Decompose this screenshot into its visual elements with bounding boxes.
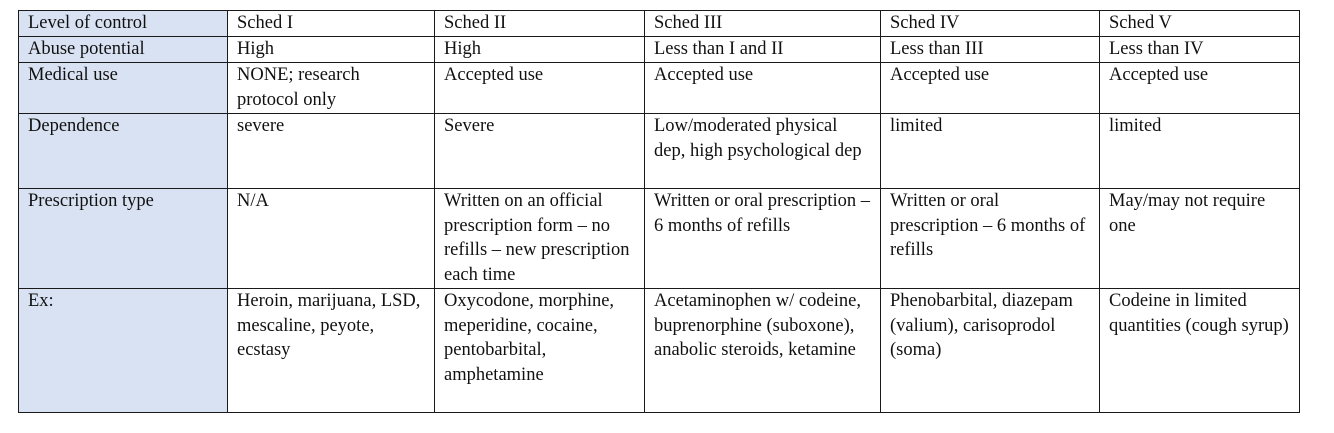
cell-dependence-sched-v: limited	[1100, 114, 1300, 189]
table-row-abuse-potential	[19, 37, 1300, 63]
cell-examples-sched-ii: Oxycodone, morphine, meperidine, cocaine, pentobarbital, amphetamine	[435, 289, 645, 413]
row-header-medical-use: Medical use	[19, 63, 228, 114]
cell-abuse-sched-v: Less than IV	[1100, 37, 1300, 63]
cell-medical-sched-ii: Accepted use	[435, 63, 645, 114]
cell-prescription-sched-iii: Written or oral prescription – 6 months of refills	[645, 189, 881, 289]
cell-sched-iii-header: Sched III	[645, 11, 881, 37]
table-row-medical-use	[19, 63, 1300, 114]
table-row-prescription-type	[19, 189, 1300, 289]
cell-medical-sched-v: Accepted use	[1100, 63, 1300, 114]
row-header-dependence: Dependence	[19, 114, 228, 189]
cell-abuse-sched-ii: High	[435, 37, 645, 63]
cell-prescription-sched-i: N/A	[228, 189, 435, 289]
cell-prescription-sched-ii: Written on an official prescription form – no refills – new prescription each time	[435, 189, 645, 289]
cell-sched-ii-header: Sched II	[435, 11, 645, 37]
cell-sched-v-header: Sched V	[1100, 11, 1300, 37]
drug-schedule-table	[18, 10, 1300, 413]
table-row-examples	[19, 289, 1300, 413]
cell-examples-sched-iii: Acetaminophen w/ codeine, buprenorphine (suboxone), anabolic steroids, ketamine	[645, 289, 881, 413]
cell-dependence-sched-ii: Severe	[435, 114, 645, 189]
row-header-abuse-potential: Abuse potential	[19, 37, 228, 63]
cell-dependence-sched-i: severe	[228, 114, 435, 189]
cell-dependence-sched-iii: Low/moderated physical dep, high psychological dep	[645, 114, 881, 189]
cell-abuse-sched-iv: Less than III	[881, 37, 1100, 63]
cell-prescription-sched-v: May/may not require one	[1100, 189, 1300, 289]
cell-sched-i-header: Sched I	[228, 11, 435, 37]
cell-medical-sched-iv: Accepted use	[881, 63, 1100, 114]
cell-sched-iv-header: Sched IV	[881, 11, 1100, 37]
cell-examples-sched-v: Codeine in limited quantities (cough syrup)	[1100, 289, 1300, 413]
cell-medical-sched-iii: Accepted use	[645, 63, 881, 114]
row-header-level-of-control: Level of control	[19, 11, 228, 37]
cell-abuse-sched-iii: Less than I and II	[645, 37, 881, 63]
cell-medical-sched-i: NONE; research protocol only	[228, 63, 435, 114]
table-row-level-of-control	[19, 11, 1300, 37]
table-row-dependence	[19, 114, 1300, 189]
row-header-examples: Ex:	[19, 289, 228, 413]
cell-abuse-sched-i: High	[228, 37, 435, 63]
row-header-prescription-type: Prescription type	[19, 189, 228, 289]
cell-examples-sched-i: Heroin, marijuana, LSD, mescaline, peyote, ecstasy	[228, 289, 435, 413]
cell-dependence-sched-iv: limited	[881, 114, 1100, 189]
cell-examples-sched-iv: Phenobarbital, diazepam (valium), carisoprodol (soma)	[881, 289, 1100, 413]
cell-prescription-sched-iv: Written or oral prescription – 6 months of refills	[881, 189, 1100, 289]
